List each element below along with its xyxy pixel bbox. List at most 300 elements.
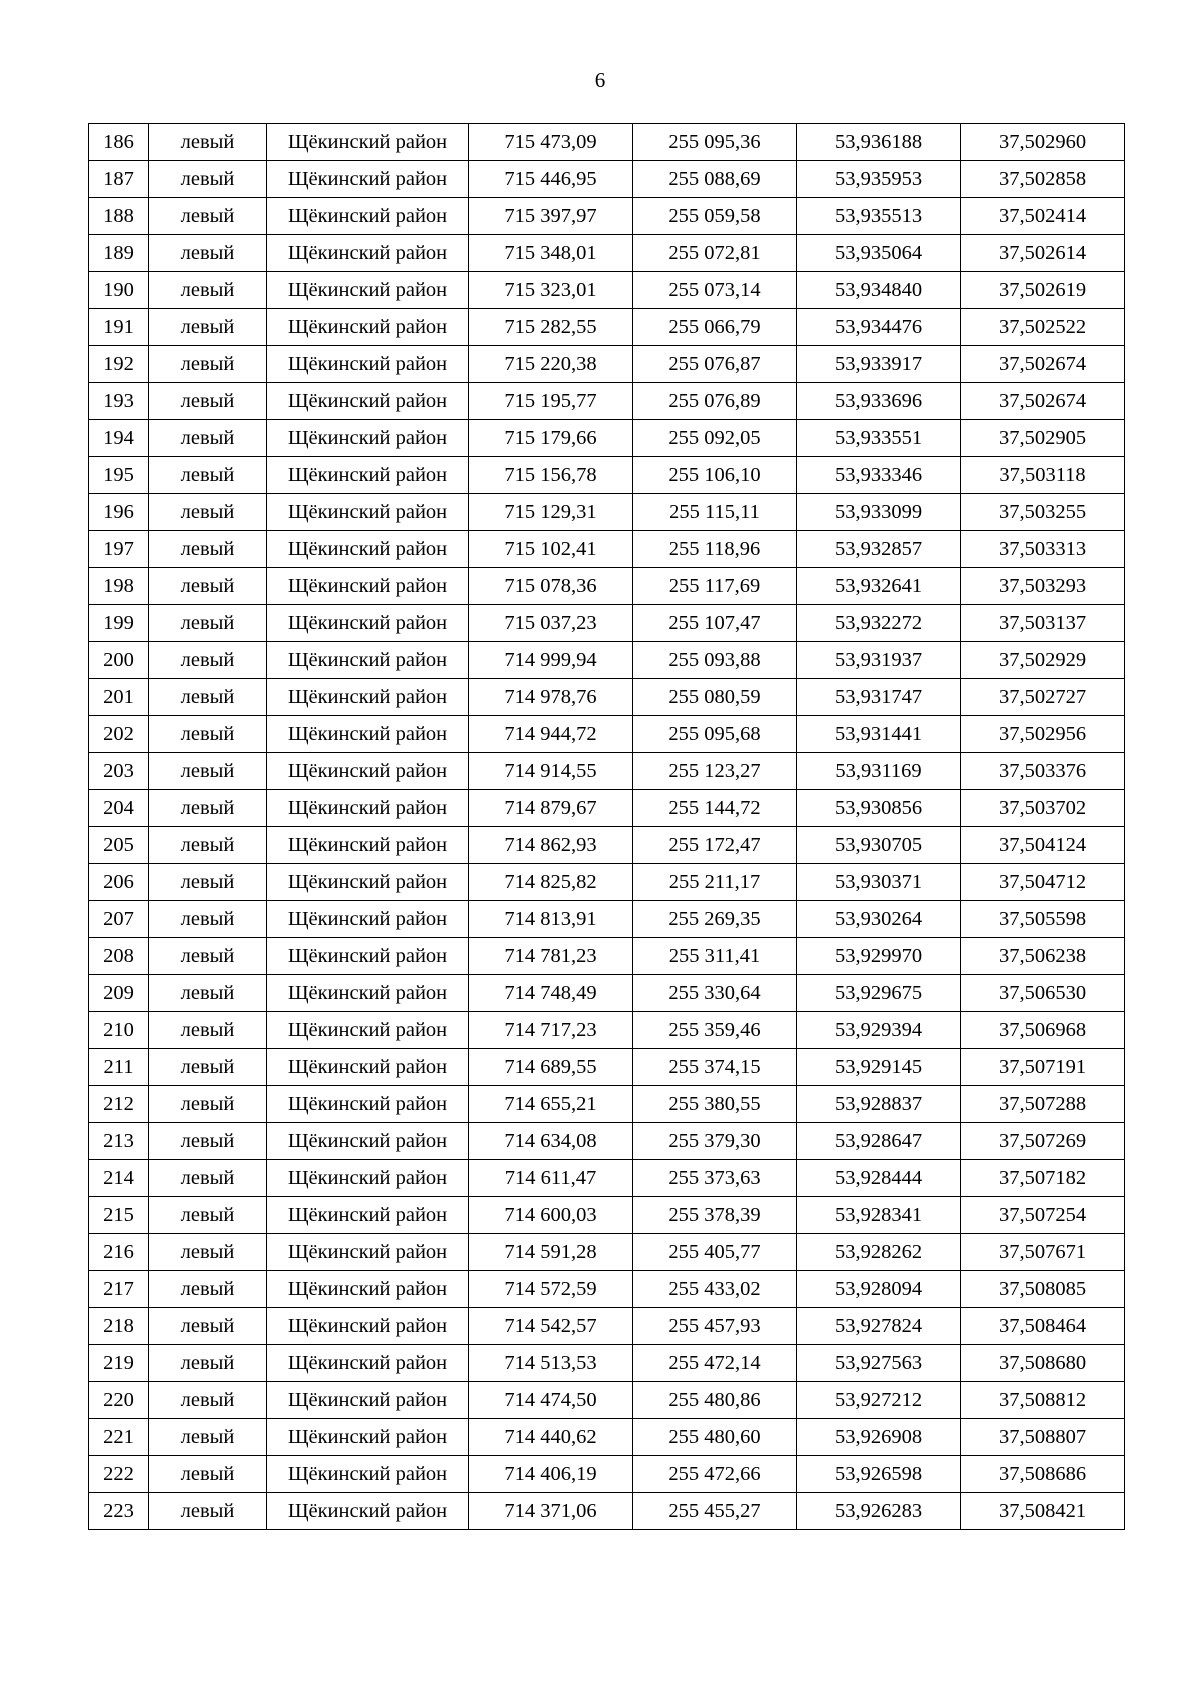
coord-y-cell: 255 115,11 — [633, 494, 797, 531]
coord-y-cell: 255 359,46 — [633, 1012, 797, 1049]
district-cell: Щёкинский район — [267, 1049, 469, 1086]
longitude-cell: 37,506238 — [961, 938, 1125, 975]
latitude-cell: 53,928444 — [797, 1160, 961, 1197]
coord-y-cell: 255 073,14 — [633, 272, 797, 309]
longitude-cell: 37,507288 — [961, 1086, 1125, 1123]
coord-y-cell: 255 330,64 — [633, 975, 797, 1012]
coord-x-cell: 714 634,08 — [469, 1123, 633, 1160]
longitude-cell: 37,508812 — [961, 1382, 1125, 1419]
longitude-cell: 37,503702 — [961, 790, 1125, 827]
district-cell: Щёкинский район — [267, 494, 469, 531]
coord-y-cell: 255 095,68 — [633, 716, 797, 753]
latitude-cell: 53,932641 — [797, 568, 961, 605]
table-row — [89, 790, 1125, 827]
bank-side-cell: левый — [149, 235, 267, 272]
longitude-cell: 37,507671 — [961, 1234, 1125, 1271]
longitude-cell: 37,508686 — [961, 1456, 1125, 1493]
district-cell: Щёкинский район — [267, 1197, 469, 1234]
district-cell: Щёкинский район — [267, 568, 469, 605]
bank-side-cell: левый — [149, 679, 267, 716]
coord-x-cell: 714 879,67 — [469, 790, 633, 827]
bank-side-cell: левый — [149, 494, 267, 531]
table-row — [89, 975, 1125, 1012]
longitude-cell: 37,503255 — [961, 494, 1125, 531]
coord-x-cell: 715 348,01 — [469, 235, 633, 272]
coord-y-cell: 255 118,96 — [633, 531, 797, 568]
coord-x-cell: 714 914,55 — [469, 753, 633, 790]
latitude-cell: 53,930371 — [797, 864, 961, 901]
bank-side-cell: левый — [149, 864, 267, 901]
bank-side-cell: левый — [149, 1160, 267, 1197]
bank-side-cell: левый — [149, 790, 267, 827]
district-cell: Щёкинский район — [267, 938, 469, 975]
longitude-cell: 37,502727 — [961, 679, 1125, 716]
coord-y-cell: 255 072,81 — [633, 235, 797, 272]
coord-x-cell: 715 473,09 — [469, 124, 633, 161]
coord-y-cell: 255 457,93 — [633, 1308, 797, 1345]
coord-y-cell: 255 123,27 — [633, 753, 797, 790]
bank-side-cell: левый — [149, 346, 267, 383]
longitude-cell: 37,503376 — [961, 753, 1125, 790]
longitude-cell: 37,502956 — [961, 716, 1125, 753]
longitude-cell: 37,502619 — [961, 272, 1125, 309]
point-number-cell: 195 — [89, 457, 149, 494]
coord-x-cell: 714 825,82 — [469, 864, 633, 901]
coord-y-cell: 255 472,66 — [633, 1456, 797, 1493]
table-row — [89, 198, 1125, 235]
coord-x-cell: 715 129,31 — [469, 494, 633, 531]
table-row — [89, 1234, 1125, 1271]
point-number-cell: 210 — [89, 1012, 149, 1049]
longitude-cell: 37,508807 — [961, 1419, 1125, 1456]
table-row — [89, 161, 1125, 198]
district-cell: Щёкинский район — [267, 272, 469, 309]
latitude-cell: 53,929675 — [797, 975, 961, 1012]
bank-side-cell: левый — [149, 605, 267, 642]
point-number-cell: 193 — [89, 383, 149, 420]
district-cell: Щёкинский район — [267, 531, 469, 568]
coord-x-cell: 714 572,59 — [469, 1271, 633, 1308]
bank-side-cell: левый — [149, 272, 267, 309]
latitude-cell: 53,927824 — [797, 1308, 961, 1345]
point-number-cell: 213 — [89, 1123, 149, 1160]
bank-side-cell: левый — [149, 198, 267, 235]
bank-side-cell: левый — [149, 1419, 267, 1456]
coord-x-cell: 714 474,50 — [469, 1382, 633, 1419]
latitude-cell: 53,929970 — [797, 938, 961, 975]
table-row — [89, 827, 1125, 864]
latitude-cell: 53,929145 — [797, 1049, 961, 1086]
coord-y-cell: 255 066,79 — [633, 309, 797, 346]
district-cell: Щёкинский район — [267, 1345, 469, 1382]
table-row — [89, 1493, 1125, 1530]
bank-side-cell: левый — [149, 1197, 267, 1234]
latitude-cell: 53,928647 — [797, 1123, 961, 1160]
bank-side-cell: левый — [149, 1382, 267, 1419]
coord-y-cell: 255 144,72 — [633, 790, 797, 827]
coord-x-cell: 714 655,21 — [469, 1086, 633, 1123]
longitude-cell: 37,502414 — [961, 198, 1125, 235]
longitude-cell: 37,502960 — [961, 124, 1125, 161]
bank-side-cell: левый — [149, 642, 267, 679]
district-cell: Щёкинский район — [267, 1234, 469, 1271]
coord-x-cell: 715 179,66 — [469, 420, 633, 457]
bank-side-cell: левый — [149, 1123, 267, 1160]
district-cell: Щёкинский район — [267, 198, 469, 235]
table-row — [89, 1123, 1125, 1160]
coord-x-cell: 715 078,36 — [469, 568, 633, 605]
bank-side-cell: левый — [149, 1493, 267, 1530]
latitude-cell: 53,928837 — [797, 1086, 961, 1123]
table-row — [89, 309, 1125, 346]
district-cell: Щёкинский район — [267, 753, 469, 790]
coord-x-cell: 714 513,53 — [469, 1345, 633, 1382]
point-number-cell: 197 — [89, 531, 149, 568]
table-row — [89, 420, 1125, 457]
table-row — [89, 642, 1125, 679]
point-number-cell: 191 — [89, 309, 149, 346]
table-row — [89, 605, 1125, 642]
bank-side-cell: левый — [149, 1271, 267, 1308]
latitude-cell: 53,930856 — [797, 790, 961, 827]
coord-x-cell: 714 944,72 — [469, 716, 633, 753]
table-row — [89, 1345, 1125, 1382]
point-number-cell: 208 — [89, 938, 149, 975]
latitude-cell: 53,934476 — [797, 309, 961, 346]
latitude-cell: 53,933551 — [797, 420, 961, 457]
district-cell: Щёкинский район — [267, 864, 469, 901]
point-number-cell: 186 — [89, 124, 149, 161]
coord-x-cell: 715 397,97 — [469, 198, 633, 235]
coord-x-cell: 714 999,94 — [469, 642, 633, 679]
latitude-cell: 53,931169 — [797, 753, 961, 790]
coord-x-cell: 715 323,01 — [469, 272, 633, 309]
district-cell: Щёкинский район — [267, 1419, 469, 1456]
table-row — [89, 1456, 1125, 1493]
coord-y-cell: 255 076,89 — [633, 383, 797, 420]
table-row — [89, 494, 1125, 531]
longitude-cell: 37,503137 — [961, 605, 1125, 642]
district-cell: Щёкинский район — [267, 827, 469, 864]
district-cell: Щёкинский район — [267, 457, 469, 494]
longitude-cell: 37,502522 — [961, 309, 1125, 346]
district-cell: Щёкинский район — [267, 1271, 469, 1308]
longitude-cell: 37,508085 — [961, 1271, 1125, 1308]
longitude-cell: 37,504712 — [961, 864, 1125, 901]
coord-y-cell: 255 080,59 — [633, 679, 797, 716]
bank-side-cell: левый — [149, 1345, 267, 1382]
coord-x-cell: 714 689,55 — [469, 1049, 633, 1086]
coordinates-table — [88, 123, 1125, 1530]
latitude-cell: 53,926283 — [797, 1493, 961, 1530]
bank-side-cell: левый — [149, 938, 267, 975]
district-cell: Щёкинский район — [267, 346, 469, 383]
coord-y-cell: 255 311,41 — [633, 938, 797, 975]
longitude-cell: 37,506968 — [961, 1012, 1125, 1049]
coord-y-cell: 255 106,10 — [633, 457, 797, 494]
bank-side-cell: левый — [149, 531, 267, 568]
bank-side-cell: левый — [149, 716, 267, 753]
bank-side-cell: левый — [149, 1012, 267, 1049]
point-number-cell: 200 — [89, 642, 149, 679]
latitude-cell: 53,935953 — [797, 161, 961, 198]
district-cell: Щёкинский район — [267, 1493, 469, 1530]
longitude-cell: 37,507254 — [961, 1197, 1125, 1234]
bank-side-cell: левый — [149, 1086, 267, 1123]
point-number-cell: 216 — [89, 1234, 149, 1271]
latitude-cell: 53,936188 — [797, 124, 961, 161]
point-number-cell: 198 — [89, 568, 149, 605]
bank-side-cell: левый — [149, 457, 267, 494]
latitude-cell: 53,934840 — [797, 272, 961, 309]
coord-y-cell: 255 172,47 — [633, 827, 797, 864]
table-row — [89, 1271, 1125, 1308]
coord-y-cell: 255 092,05 — [633, 420, 797, 457]
point-number-cell: 222 — [89, 1456, 149, 1493]
point-number-cell: 221 — [89, 1419, 149, 1456]
latitude-cell: 53,929394 — [797, 1012, 961, 1049]
coord-y-cell: 255 455,27 — [633, 1493, 797, 1530]
coord-y-cell: 255 117,69 — [633, 568, 797, 605]
longitude-cell: 37,507191 — [961, 1049, 1125, 1086]
coord-y-cell: 255 211,17 — [633, 864, 797, 901]
point-number-cell: 220 — [89, 1382, 149, 1419]
bank-side-cell: левый — [149, 161, 267, 198]
point-number-cell: 219 — [89, 1345, 149, 1382]
coord-y-cell: 255 472,14 — [633, 1345, 797, 1382]
latitude-cell: 53,928341 — [797, 1197, 961, 1234]
bank-side-cell: левый — [149, 1234, 267, 1271]
longitude-cell: 37,502614 — [961, 235, 1125, 272]
coord-y-cell: 255 480,86 — [633, 1382, 797, 1419]
longitude-cell: 37,503313 — [961, 531, 1125, 568]
point-number-cell: 189 — [89, 235, 149, 272]
district-cell: Щёкинский район — [267, 420, 469, 457]
bank-side-cell: левый — [149, 309, 267, 346]
coord-y-cell: 255 088,69 — [633, 161, 797, 198]
district-cell: Щёкинский район — [267, 1308, 469, 1345]
district-cell: Щёкинский район — [267, 1382, 469, 1419]
bank-side-cell: левый — [149, 901, 267, 938]
table-row — [89, 679, 1125, 716]
page-number: 6 — [594, 68, 606, 92]
table-row — [89, 1012, 1125, 1049]
district-cell: Щёкинский район — [267, 901, 469, 938]
coord-y-cell: 255 059,58 — [633, 198, 797, 235]
bank-side-cell: левый — [149, 420, 267, 457]
point-number-cell: 194 — [89, 420, 149, 457]
coord-x-cell: 714 611,47 — [469, 1160, 633, 1197]
point-number-cell: 218 — [89, 1308, 149, 1345]
coord-x-cell: 714 440,62 — [469, 1419, 633, 1456]
coord-x-cell: 715 037,23 — [469, 605, 633, 642]
coord-y-cell: 255 095,36 — [633, 124, 797, 161]
latitude-cell: 53,935513 — [797, 198, 961, 235]
point-number-cell: 223 — [89, 1493, 149, 1530]
coord-x-cell: 714 406,19 — [469, 1456, 633, 1493]
coord-x-cell: 714 600,03 — [469, 1197, 633, 1234]
district-cell: Щёкинский район — [267, 642, 469, 679]
district-cell: Щёкинский район — [267, 161, 469, 198]
latitude-cell: 53,933696 — [797, 383, 961, 420]
coord-x-cell: 714 748,49 — [469, 975, 633, 1012]
longitude-cell: 37,507182 — [961, 1160, 1125, 1197]
coord-y-cell: 255 480,60 — [633, 1419, 797, 1456]
coord-x-cell: 714 717,23 — [469, 1012, 633, 1049]
point-number-cell: 192 — [89, 346, 149, 383]
point-number-cell: 206 — [89, 864, 149, 901]
longitude-cell: 37,504124 — [961, 827, 1125, 864]
table-row — [89, 716, 1125, 753]
district-cell: Щёкинский район — [267, 1012, 469, 1049]
table-row — [89, 1160, 1125, 1197]
district-cell: Щёкинский район — [267, 605, 469, 642]
bank-side-cell: левый — [149, 1456, 267, 1493]
district-cell: Щёкинский район — [267, 679, 469, 716]
latitude-cell: 53,933099 — [797, 494, 961, 531]
table-row — [89, 235, 1125, 272]
coord-y-cell: 255 076,87 — [633, 346, 797, 383]
coord-x-cell: 714 371,06 — [469, 1493, 633, 1530]
point-number-cell: 204 — [89, 790, 149, 827]
longitude-cell: 37,508464 — [961, 1308, 1125, 1345]
district-cell: Щёкинский район — [267, 1123, 469, 1160]
district-cell: Щёкинский район — [267, 716, 469, 753]
longitude-cell: 37,506530 — [961, 975, 1125, 1012]
latitude-cell: 53,935064 — [797, 235, 961, 272]
point-number-cell: 188 — [89, 198, 149, 235]
longitude-cell: 37,502674 — [961, 383, 1125, 420]
latitude-cell: 53,928094 — [797, 1271, 961, 1308]
coord-y-cell: 255 107,47 — [633, 605, 797, 642]
point-number-cell: 205 — [89, 827, 149, 864]
point-number-cell: 207 — [89, 901, 149, 938]
coord-x-cell: 715 156,78 — [469, 457, 633, 494]
district-cell: Щёкинский район — [267, 1160, 469, 1197]
bank-side-cell: левый — [149, 827, 267, 864]
coord-y-cell: 255 379,30 — [633, 1123, 797, 1160]
point-number-cell: 199 — [89, 605, 149, 642]
latitude-cell: 53,932857 — [797, 531, 961, 568]
table-row — [89, 938, 1125, 975]
coord-y-cell: 255 373,63 — [633, 1160, 797, 1197]
latitude-cell: 53,931441 — [797, 716, 961, 753]
table-row — [89, 1049, 1125, 1086]
latitude-cell: 53,932272 — [797, 605, 961, 642]
district-cell: Щёкинский район — [267, 1086, 469, 1123]
district-cell: Щёкинский район — [267, 383, 469, 420]
latitude-cell: 53,931937 — [797, 642, 961, 679]
district-cell: Щёкинский район — [267, 309, 469, 346]
table-row — [89, 124, 1125, 161]
point-number-cell: 217 — [89, 1271, 149, 1308]
latitude-cell: 53,930264 — [797, 901, 961, 938]
bank-side-cell: левый — [149, 1308, 267, 1345]
table-row — [89, 272, 1125, 309]
coord-x-cell: 715 220,38 — [469, 346, 633, 383]
table-row — [89, 531, 1125, 568]
coord-y-cell: 255 378,39 — [633, 1197, 797, 1234]
coord-y-cell: 255 433,02 — [633, 1271, 797, 1308]
bank-side-cell: левый — [149, 1049, 267, 1086]
longitude-cell: 37,502929 — [961, 642, 1125, 679]
district-cell: Щёкинский район — [267, 1456, 469, 1493]
longitude-cell: 37,502674 — [961, 346, 1125, 383]
latitude-cell: 53,930705 — [797, 827, 961, 864]
coord-y-cell: 255 269,35 — [633, 901, 797, 938]
table-row — [89, 568, 1125, 605]
latitude-cell: 53,933346 — [797, 457, 961, 494]
coord-x-cell: 714 813,91 — [469, 901, 633, 938]
table-row — [89, 457, 1125, 494]
coord-y-cell: 255 374,15 — [633, 1049, 797, 1086]
longitude-cell: 37,502905 — [961, 420, 1125, 457]
latitude-cell: 53,933917 — [797, 346, 961, 383]
table-row — [89, 1197, 1125, 1234]
longitude-cell: 37,507269 — [961, 1123, 1125, 1160]
table-row — [89, 1086, 1125, 1123]
bank-side-cell: левый — [149, 975, 267, 1012]
latitude-cell: 53,931747 — [797, 679, 961, 716]
point-number-cell: 209 — [89, 975, 149, 1012]
district-cell: Щёкинский район — [267, 235, 469, 272]
coord-x-cell: 714 781,23 — [469, 938, 633, 975]
longitude-cell: 37,505598 — [961, 901, 1125, 938]
point-number-cell: 187 — [89, 161, 149, 198]
table-row — [89, 753, 1125, 790]
point-number-cell: 214 — [89, 1160, 149, 1197]
coord-x-cell: 714 542,57 — [469, 1308, 633, 1345]
coord-x-cell: 714 862,93 — [469, 827, 633, 864]
coord-x-cell: 714 591,28 — [469, 1234, 633, 1271]
coord-x-cell: 715 102,41 — [469, 531, 633, 568]
latitude-cell: 53,926908 — [797, 1419, 961, 1456]
district-cell: Щёкинский район — [267, 790, 469, 827]
point-number-cell: 212 — [89, 1086, 149, 1123]
coord-y-cell: 255 380,55 — [633, 1086, 797, 1123]
latitude-cell: 53,926598 — [797, 1456, 961, 1493]
coord-x-cell: 714 978,76 — [469, 679, 633, 716]
table-row — [89, 1382, 1125, 1419]
table-row — [89, 864, 1125, 901]
point-number-cell: 196 — [89, 494, 149, 531]
point-number-cell: 190 — [89, 272, 149, 309]
longitude-cell: 37,508680 — [961, 1345, 1125, 1382]
coord-x-cell: 715 446,95 — [469, 161, 633, 198]
table-row — [89, 1419, 1125, 1456]
table-row — [89, 383, 1125, 420]
longitude-cell: 37,508421 — [961, 1493, 1125, 1530]
coord-y-cell: 255 093,88 — [633, 642, 797, 679]
point-number-cell: 203 — [89, 753, 149, 790]
table-row — [89, 346, 1125, 383]
point-number-cell: 202 — [89, 716, 149, 753]
latitude-cell: 53,927563 — [797, 1345, 961, 1382]
latitude-cell: 53,927212 — [797, 1382, 961, 1419]
longitude-cell: 37,503118 — [961, 457, 1125, 494]
bank-side-cell: левый — [149, 568, 267, 605]
coord-y-cell: 255 405,77 — [633, 1234, 797, 1271]
point-number-cell: 211 — [89, 1049, 149, 1086]
coord-x-cell: 715 282,55 — [469, 309, 633, 346]
district-cell: Щёкинский район — [267, 124, 469, 161]
point-number-cell: 201 — [89, 679, 149, 716]
district-cell: Щёкинский район — [267, 975, 469, 1012]
coord-x-cell: 715 195,77 — [469, 383, 633, 420]
longitude-cell: 37,502858 — [961, 161, 1125, 198]
longitude-cell: 37,503293 — [961, 568, 1125, 605]
bank-side-cell: левый — [149, 753, 267, 790]
